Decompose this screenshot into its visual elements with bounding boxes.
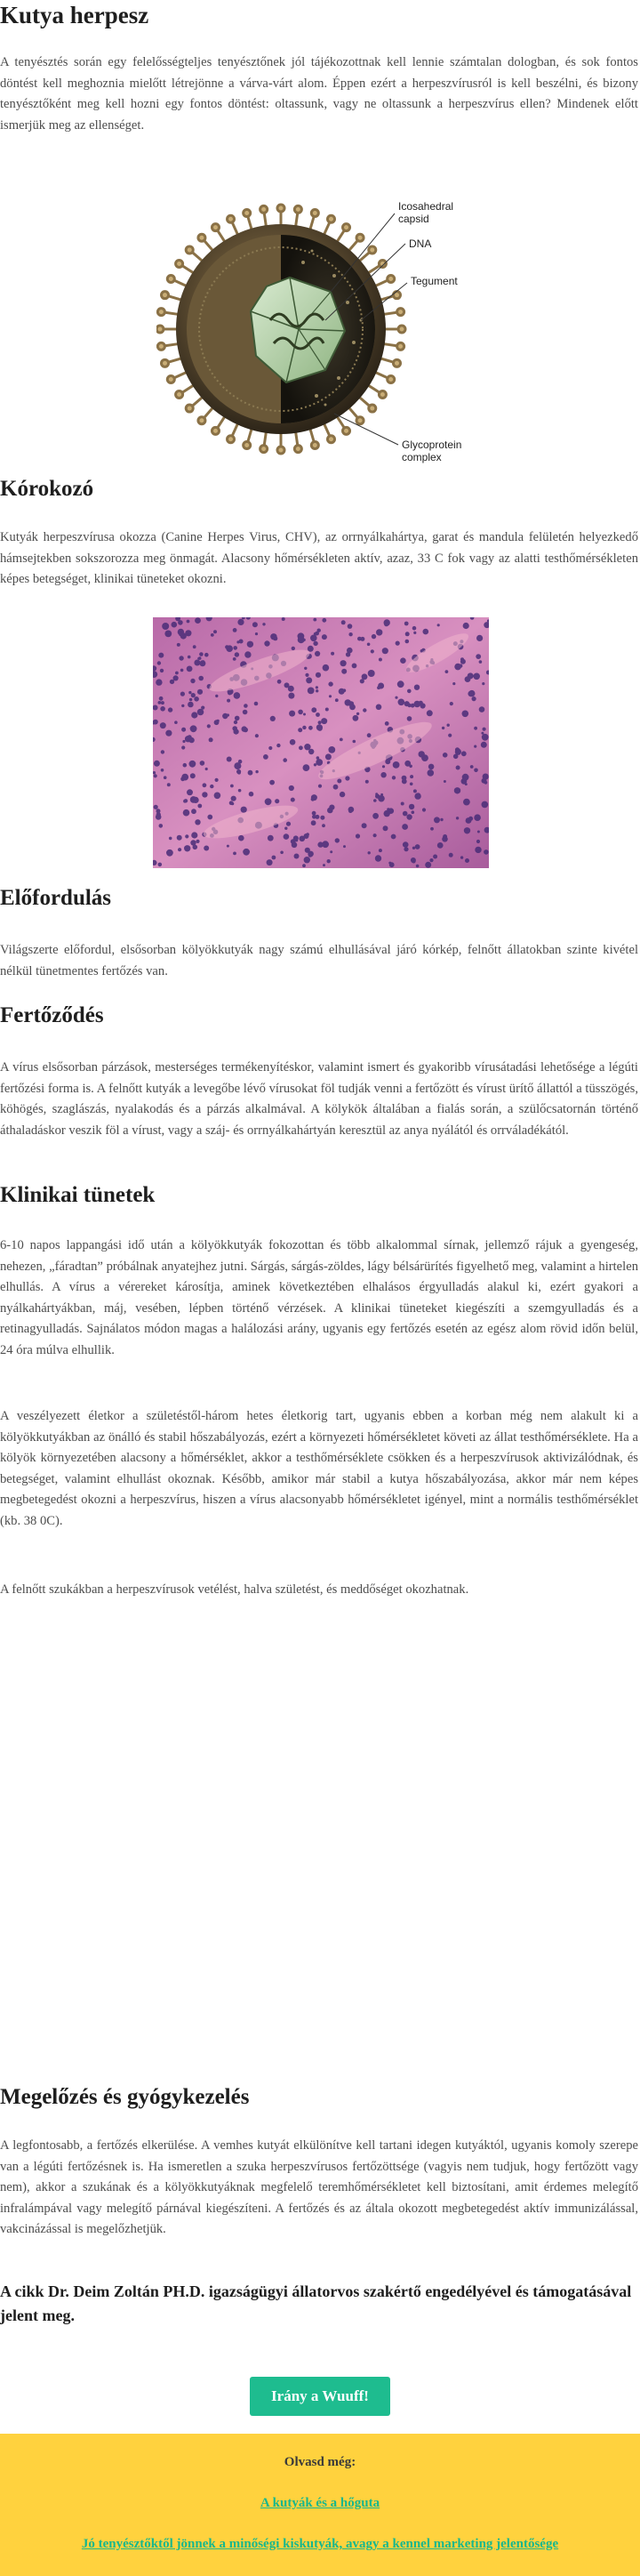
- author-note: A cikk Dr. Deim Zoltán PH.D. igazságügyi állatorvos szakértő engedélyével és támogatásával jelent meg.: [0, 2282, 632, 2324]
- section-heading-megelozes: Megelőzés és gyógykezelés: [0, 2085, 250, 2109]
- read-more-link[interactable]: A kutyák és a hőguta: [260, 2496, 380, 2510]
- label-complex: complex: [402, 451, 442, 463]
- label-capsid: capsid: [398, 213, 429, 225]
- read-more-footer: [0, 2434, 640, 2576]
- section-heading-fertozodes: Fertőződés: [0, 1003, 104, 1027]
- herpesvirus-diagram: [156, 187, 494, 471]
- section-heading-korokozo: Kórokozó: [0, 477, 94, 501]
- wuuff-cta-button[interactable]: Irány a Wuuff!: [250, 2377, 390, 2416]
- histology-micrograph: [153, 617, 489, 868]
- read-more-title: Olvasd még:: [284, 2455, 356, 2469]
- tunetek-paragraph-3: A felnőtt szukákban a herpeszvírusok vetélést, halva születést, és meddőséget okozhatnak.: [0, 1582, 469, 1597]
- intro-paragraph: A tenyésztés során egy felelősségteljes tenyésztőnek jól tájékozottnak kell lennie számtalan dologban, és sok fontos döntést kell meghoznia mielőtt létrejönne a várva-várt alom. Éppen ezért a herpeszvírusról is kell beszélni, és bizony tenyésztőként meg kell hozni egy fontos döntést: oltassunk, vagy ne oltassunk a herpeszvírus ellen? Mindenek előtt ismerjük meg az ellenséget.: [0, 55, 638, 133]
- read-more-link[interactable]: Jó tenyésztőktől jönnek a minőségi kiskutyák, avagy a kennel marketing jelentősége: [81, 2537, 559, 2551]
- section-heading-elofordulas: Előfordulás: [0, 886, 112, 910]
- micrograph-image: [153, 617, 489, 868]
- elofordulas-paragraph: Világszerte előfordul, elsősorban kölyökkutyák nagy számú elhullásával járó kórkép, felnőtt állatokban szinte kivétel nélkül tünetmentes fertőzés van.: [0, 943, 638, 978]
- megelozes-paragraph: A legfontosabb, a fertőzés elkerülése. A vemhes kutyát elkülönítve kell tartani idegen kutyáktól, ugyanis komoly szerepe van a légúti fertőzésnek is. Ha ismeretlen a szuka herpeszvírusos fertőzöttsége (vagyis nem tudjuk, hogy fertőzött vagy nem), akkor a szukának és a kölyökkutyáknak megfelelő teremhőmérsékletet kell biztosítani, amit érdemes melegítő infralámpával vagy melegítő párnával kiegészíteni. A fertőzés és az általa okozott megbetegedést aktív immunizálással, vakcinázással is megelőzhetjük.: [0, 2138, 638, 2236]
- label-dna: DNA: [409, 237, 432, 250]
- label-icosahedral: Icosahedral: [398, 200, 454, 213]
- page-title: Kutya herpesz: [0, 2, 149, 28]
- section-heading-tunetek: Klinikai tünetek: [0, 1183, 156, 1207]
- korokozo-paragraph: Kutyák herpeszvírusa okozza (Canine Herpes Virus, CHV), az orrnyálkahártya, garat és mandula felületén helyezkedő hámsejtekben sokszorozza meg önmagát. Alacsony hőmérsékleten aktív, azaz, 33 C fok vagy az alatti testhőmérsékleten képes betegséget, klinikai tüneteket okozni.: [0, 530, 638, 586]
- fertozodes-paragraph: A vírus elsősorban párzások, mesterséges termékenyítéskor, valamint ismert és gyakoribb vírusátadási lehetősége a légúti fertőzési forma is. A felnőtt kutyák a levegőbe lévő vírusokat föl tudják venni a fertőzött és vírust ürítő állattól a tüsszögés, köhögés, szaglászás, nyalakodás és a párzás alkalmával. A kölykök általában a fialás során, a szülőcsatornán történő áthaladáskor veszik föl a vírust, vagy a száj- és orrnyálkahártyán keresztül az anya nyálától és orrváladékától.: [0, 1060, 638, 1138]
- label-glycoprotein: Glycoprotein: [402, 439, 462, 451]
- tunetek-paragraph-2: A veszélyezett életkor a születéstől-három hetes életkorig tart, ugyanis ebben a korban még nem alakult ki a kölyökkutyákban az önálló és stabil hőszabályozás, ezért a környezeti hőmérsékletet követi az állat testhőmérséklete. Ha a kölyök környezetében alacsony a hőmérséklet, akkor a testhőmérséklete csökken és a herpeszvírusok aktivizálódnak, és betegséget, valamint elhullást okoznak. Később, amikor már stabil a kutya hőszabályozása, akkor már nem képes megbetegedést okozni a herpeszvírus, hiszen a vírus alacsonyabb hőmérsékletet igényel, mint a normális testhőmérséklet (kb. 38 0C).: [0, 1409, 638, 1528]
- tunetek-paragraph-1: 6-10 napos lappangási idő után a kölyökkutyák fokozottan és több alkalommal sírnak, jellemző rájuk a gyengeség, nehezen, „fáradtan” próbálnak anyatejhez jutni. Sárgás, sárgás-zöldes, lágy bélsárürítés figyelhető meg, valamint a hirtelen elhullás. A vírus a vérereket károsítja, aminek következtében elhalásos érgyulladás alakul ki, ezért gyakori a nyálkahártyákban, máj, vesében, lépben történő vérzések. A klinikai tüneteket kiegészíti a szemgyulladás és a retinagyulladás. Sajnálatos módon magas a halálozási arány, ugyanis egy fertőzés esetén az egész alom rövid időn belül, 24 óra múlva elhullik.: [0, 1238, 638, 1357]
- label-tegument: Tegument: [411, 275, 458, 287]
- herpesvirus-illustration: [156, 187, 494, 471]
